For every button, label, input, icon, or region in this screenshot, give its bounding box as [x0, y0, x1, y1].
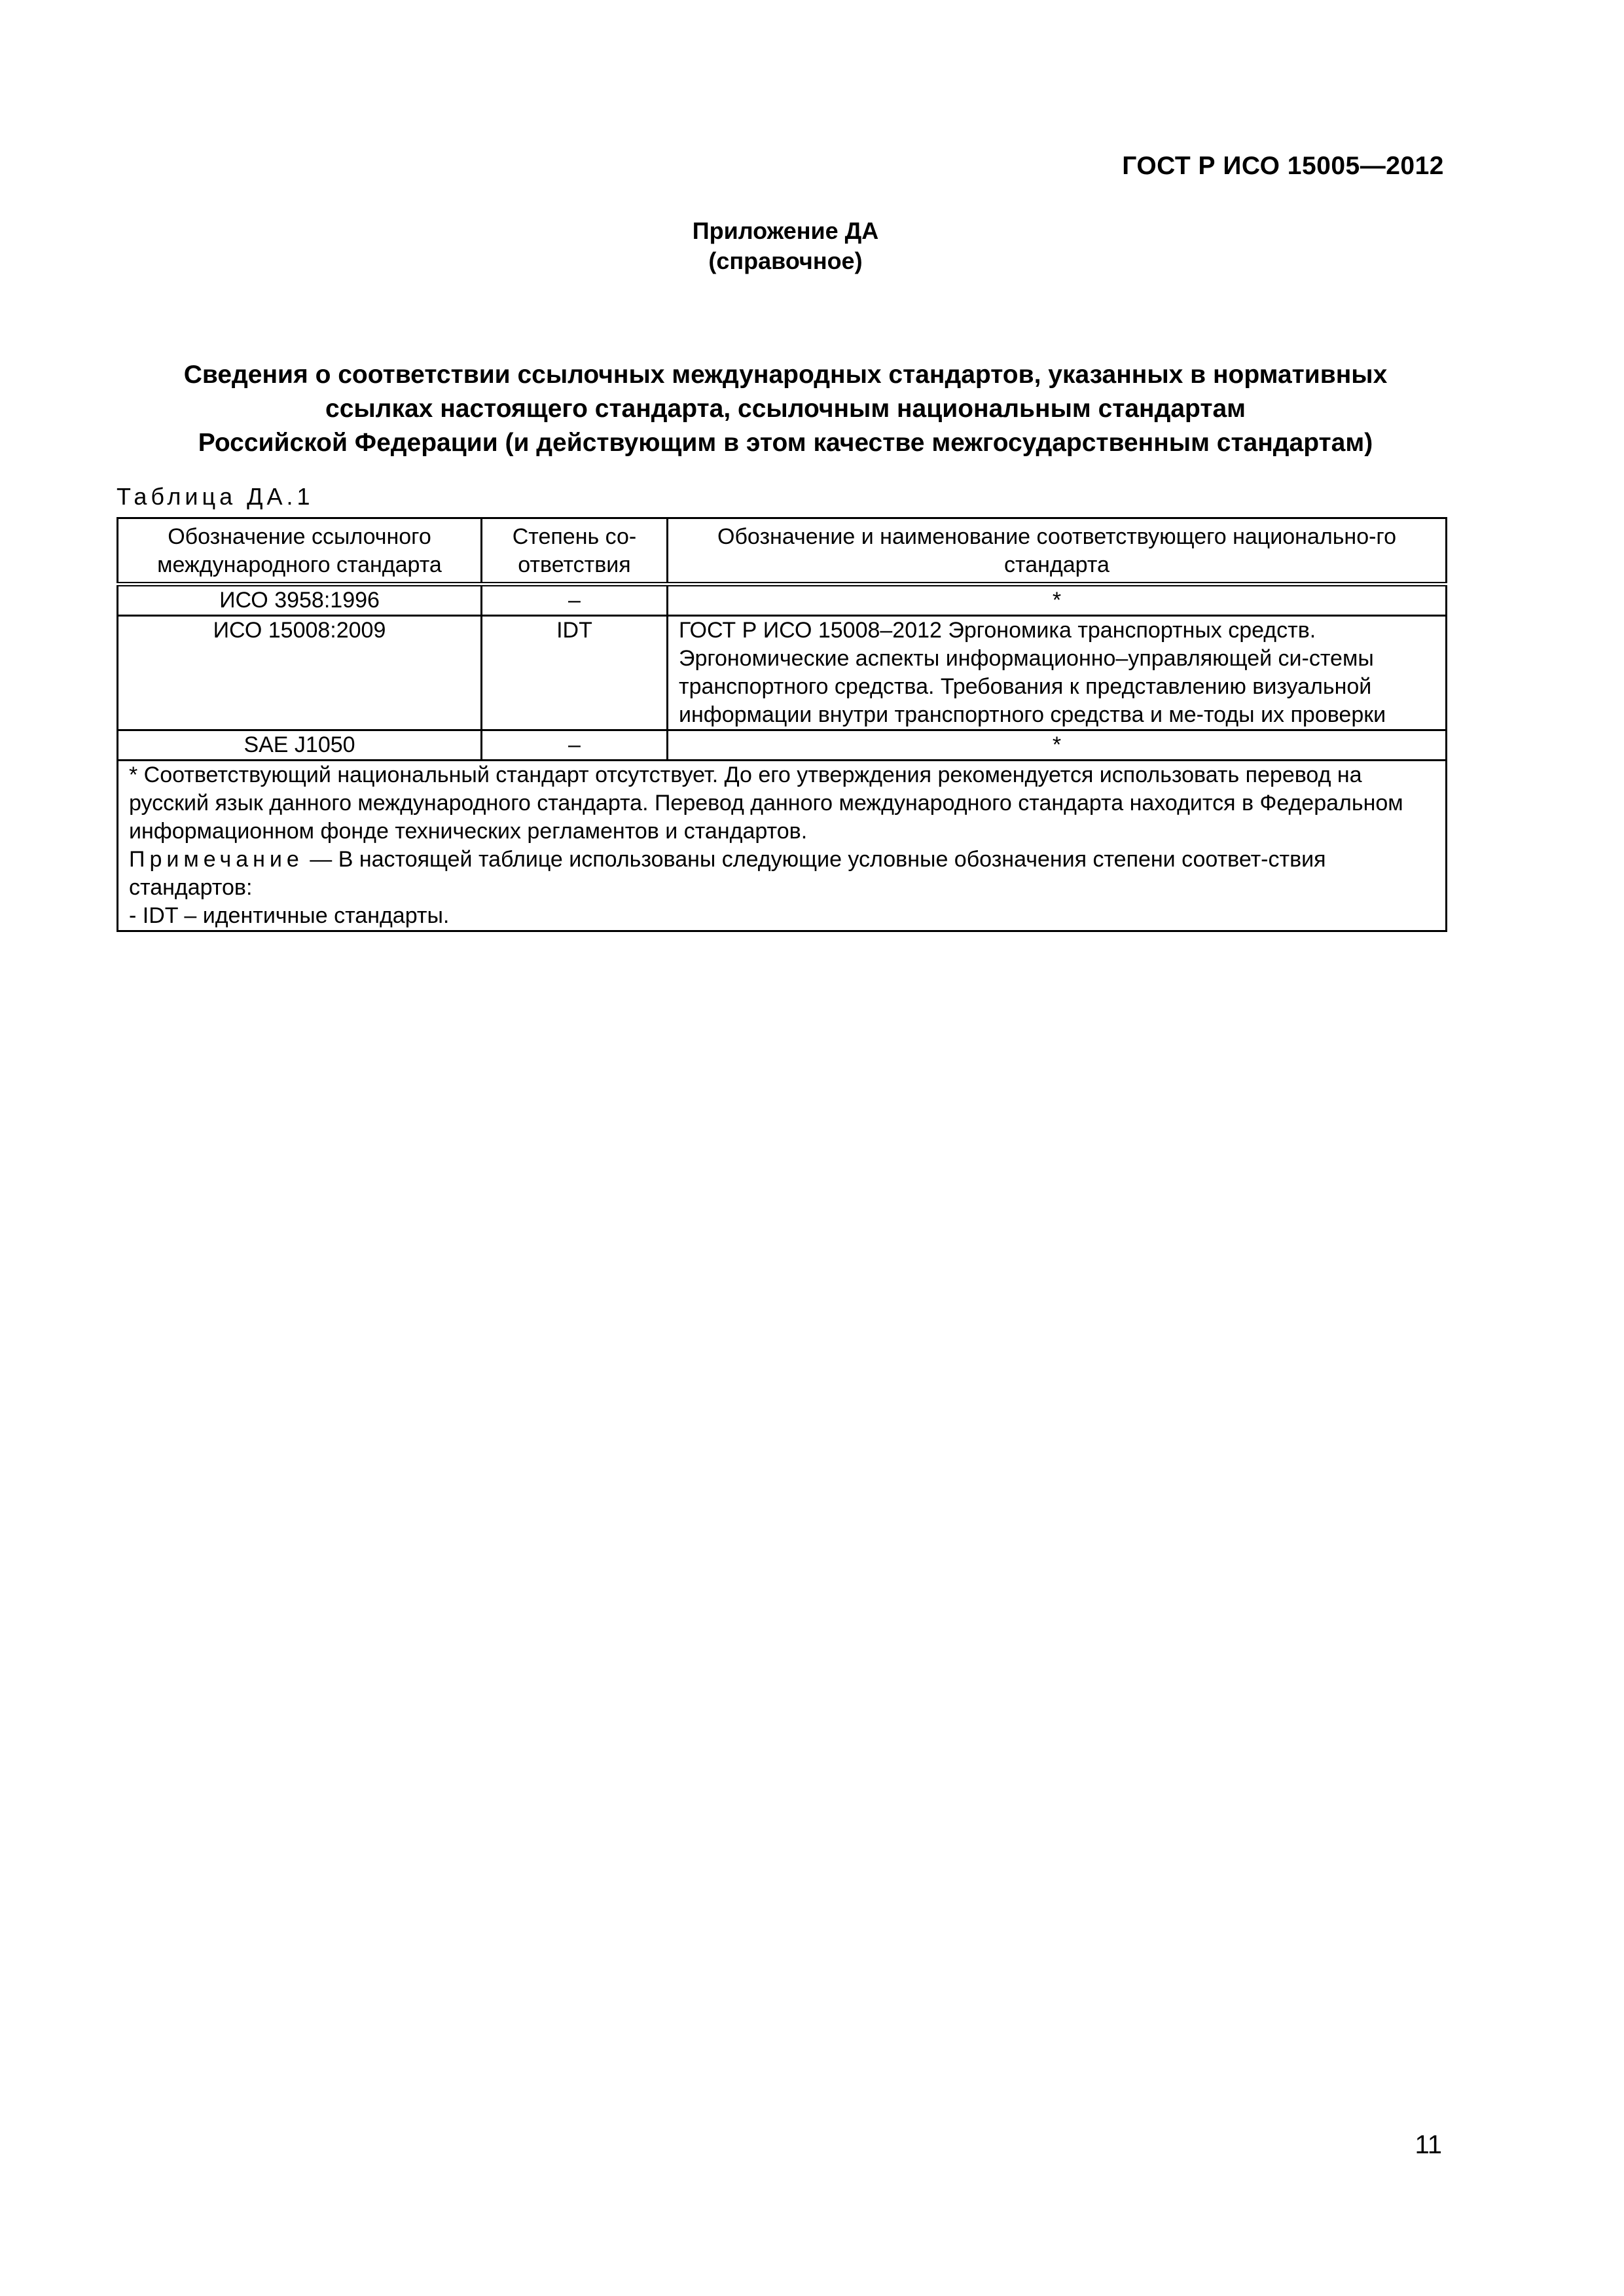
cell-standard: ИСО 15008:2009	[118, 616, 482, 730]
section-title-line-2: ссылках настоящего стандарта, ссылочным национальным стандартам	[325, 395, 1246, 423]
table-container	[117, 517, 1445, 932]
footnote-text: * Соответствующий национальный стандарт отсутствует. До его утверждения рекомендуется использовать перевод на русский язык данного международного стандарта. Перевод данного международного стандарта находится в Федеральном информационном фонде технических регламентов и стандартов.	[129, 762, 1403, 844]
header-international-standard: Обозначение ссылочного международного стандарта	[118, 518, 482, 584]
header-degree: Степень со-ответствия	[482, 518, 668, 584]
table-row	[118, 584, 1447, 616]
appendix-title: Приложение ДА	[692, 217, 879, 244]
section-title	[98, 358, 1473, 460]
table-row	[118, 730, 1447, 761]
table-label: Таблица ДА.1	[117, 483, 314, 510]
cell-national: *	[668, 730, 1447, 761]
table-row	[118, 616, 1447, 730]
cell-degree: IDT	[482, 616, 668, 730]
cell-degree: –	[482, 584, 668, 616]
table-header-row	[118, 518, 1447, 584]
cell-degree: –	[482, 730, 668, 761]
section-title-line-3: Российской Федерации (и действующим в этом качестве межгосударственным стандартам)	[198, 429, 1373, 457]
note-text: — В настоящей таблице использованы следующие условные обозначения степени соответ-ствия стандартов:	[129, 847, 1326, 900]
header-national-standard: Обозначение и наименование соответствующего национально-го стандарта	[668, 518, 1447, 584]
note-paragraph	[129, 846, 1435, 902]
section-title-line-1: Сведения о соответствии ссылочных международных стандартов, указанных в нормативных	[183, 361, 1388, 389]
appendix-subtitle: (справочное)	[708, 247, 863, 274]
correspondence-table	[117, 517, 1447, 932]
cell-national: ГОСТ Р ИСО 15008–2012 Эргономика транспортных средств. Эргономические аспекты информационно–управляющей си-стемы транспортного средства. Требования к представлению визуальной информации внутри транспортного средства и ме-тоды их проверки	[668, 616, 1447, 730]
table-footnote-row	[118, 761, 1447, 931]
table-footnote	[118, 761, 1447, 931]
appendix-heading	[0, 216, 1571, 276]
cell-standard: ИСО 3958:1996	[118, 584, 482, 616]
page-number: 11	[1415, 2130, 1442, 2159]
note-label: Примечание	[129, 847, 304, 872]
document-code: ГОСТ Р ИСО 15005—2012	[1122, 152, 1444, 180]
cell-standard: SAE J1050	[118, 730, 482, 761]
cell-national: *	[668, 584, 1447, 616]
note-item: - IDT – идентичные стандарты.	[129, 903, 450, 928]
